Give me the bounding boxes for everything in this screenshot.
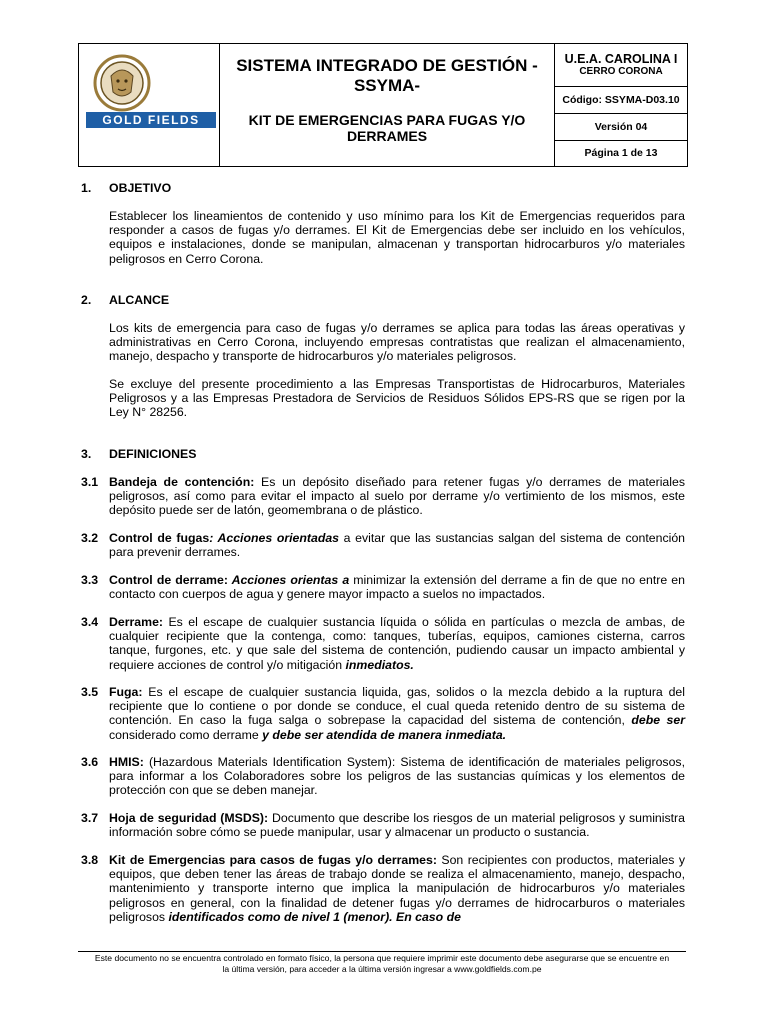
logo-text: GOLD FIELDS <box>102 113 200 127</box>
definition-term: Derrame: <box>109 615 163 629</box>
definition-emphasis: identificados como de nivel 1 (menor). En caso de <box>168 909 461 924</box>
unit-name: U.E.A. CAROLINA I <box>564 52 678 66</box>
title-cell <box>220 44 555 166</box>
section-title: OBJETIVO <box>109 181 172 195</box>
definition-item <box>109 853 685 924</box>
definition-text: Documento que describe los riesgos de un material peligrosos y suministra información sobre cómo se puede manipular, usar y almacenar un producto o sustancia. <box>109 811 685 840</box>
lion-emblem-icon <box>93 54 151 112</box>
definition-number: 3.6 <box>81 755 99 769</box>
definition-text: (Hazardous Materials Identification System): Sistema de identificación de materiales peligrosos, para informar a los Colaboradores sobre los peligros de las sustancias químicas y los elementos de protección con que se deben manejar. <box>109 755 685 798</box>
definition-item <box>109 811 685 839</box>
definition-text: considerado como derrame <box>109 727 263 742</box>
document-title: KIT DE EMERGENCIAS PARA FUGAS Y/O DERRAMES <box>248 112 526 144</box>
scope-paragraph: Los kits de emergencia para caso de fugas y/o derrames se aplica para todas las áreas operativas y administrativas en Cerro Corona, incluyendo empresas contratistas que realizan el almacenamiento, manejo, despacho y transporte de hidrocarburos y/o materiales peligrosos. <box>109 321 685 364</box>
definition-item <box>109 475 685 518</box>
definition-term: Control de fugas <box>109 531 210 545</box>
footer-note <box>78 953 686 975</box>
definition-item <box>109 573 685 601</box>
definition-number: 3.5 <box>81 685 99 699</box>
site-name: CERRO CORONA <box>579 66 663 77</box>
definition-text: Es el escape de cualquier sustancia líquida o sólida en partículas o mezcla de ambas, de cualquier recipiente que la contenga, como: tanques, tuberías, equipos, camiones cisterna, carros tanque, furgones, etc. y que sale del sistema de contención, pudiendo causar un impacto ambiental y requiere acciones de control y/o mitigación <box>109 615 685 672</box>
definition-emphasis: inmediatos. <box>345 657 414 672</box>
footer-divider <box>78 951 686 952</box>
document-info-cell <box>555 44 687 166</box>
definition-number: 3.8 <box>81 853 99 867</box>
scope-exclusion-paragraph: Se excluye del presente procedimiento a las Empresas Transportistas de Hidrocarburos, Materiales Peligrosos y a las Empresas Prestadora de Servicios de Residuos Sólidos EPS-RS que se rigen por la Ley N° 28256. <box>109 377 685 420</box>
definition-item <box>109 685 685 742</box>
section-number: 3. <box>81 447 92 461</box>
definition-term: Fuga: <box>109 685 143 699</box>
document-header <box>78 43 688 167</box>
definition-text: minimizar la extensión del derrame a fin de que no entre en contacto con cuerpos de agua y genere mayor impacto a suelos no impactados. <box>109 573 685 602</box>
definition-term: Bandeja de contención: <box>109 475 255 489</box>
definition-number: 3.3 <box>81 573 99 587</box>
definition-number: 3.7 <box>81 811 99 825</box>
definition-item <box>109 615 685 672</box>
section-title: DEFINICIONES <box>109 447 197 461</box>
definition-text: a evitar que las sustancias salgan del sistema de contención para prevenir derrames. <box>109 531 686 560</box>
definition-term: Control de derrame: <box>109 573 228 587</box>
definition-text: Son recipientes con productos, materiales y equipos, que deben tener las áreas de trabajo donde se realiza el almacenamiento, manejo, despacho, mantenimiento y transporte interno que implica la manipulación de hidrocarburos y/o materiales peligrosos en general, con la finalidad de detener fugas y/o derrames de hidrocarburos o materiales peligrosos <box>109 853 685 924</box>
definition-number: 3.4 <box>81 615 99 629</box>
definition-emphasis: debe ser <box>631 713 685 728</box>
section-number: 1. <box>81 181 92 195</box>
definition-emphasis: y debe ser atendida de manera inmediata. <box>262 727 507 742</box>
document-version: Versión 04 <box>555 114 687 141</box>
footer-line-1: Este documento no se encuentra controlado en formato físico, la persona que requiere imprimir este documento debe asegurarse que se encuentre en <box>94 953 670 963</box>
page-number: Página 1 de 13 <box>584 147 658 159</box>
definition-number: 3.2 <box>81 531 99 545</box>
definition-item <box>109 531 685 559</box>
system-title: SISTEMA INTEGRADO DE GESTIÓN -SSYMA- <box>236 56 538 95</box>
section-title: ALCANCE <box>109 293 170 307</box>
definition-term: HMIS: <box>109 755 144 769</box>
definition-text: Es el escape de cualquier sustancia liquida, gas, solidos o la mezcla debido a la ruptura del recipiente que lo contiene o por donde se conduce, el cual queda retenido dentro de su sistema de contención. En caso la fuga salga o sobrepase la capacidad del sistema de contención, <box>109 685 685 728</box>
logo-cell <box>79 44 220 166</box>
definition-emphasis: : Acciones orientadas <box>209 531 340 545</box>
definition-item <box>109 755 685 798</box>
document-code: Código: SSYMA-D03.10 <box>555 87 687 114</box>
section-number: 2. <box>81 293 92 307</box>
definition-term: Hoja de seguridad (MSDS): <box>109 811 269 825</box>
definition-number: 3.1 <box>81 475 99 489</box>
gold-fields-logo <box>86 112 216 128</box>
footer-line-2: la última versión, para acceder a la última versión ingresar a www.goldfields.com.pe <box>222 964 542 974</box>
definition-text: Es un depósito diseñado para retener fugas y/o derrames de materiales peligrosos, así como para evitar el impacto al suelo por derrame y/o vertimiento de los mismos, este depósito puede ser de latón, geomembrana o de plástico. <box>109 475 685 518</box>
objective-paragraph: Establecer los lineamientos de contenido y uso mínimo para los Kit de Emergencias requeridos para responder a casos de fugas y/o derrames. El Kit de Emergencias debe ser incluido en los vehículos, equipos e instalaciones, donde se manipulan, almacenan y transportan hidrocarburos y/o materiales peligrosos en Cerro Corona. <box>109 209 685 266</box>
definition-emphasis: Acciones orientas a <box>227 573 350 587</box>
definition-term: Kit de Emergencias para casos de fugas y/o derrames: <box>109 853 437 867</box>
unit-box <box>555 44 687 87</box>
